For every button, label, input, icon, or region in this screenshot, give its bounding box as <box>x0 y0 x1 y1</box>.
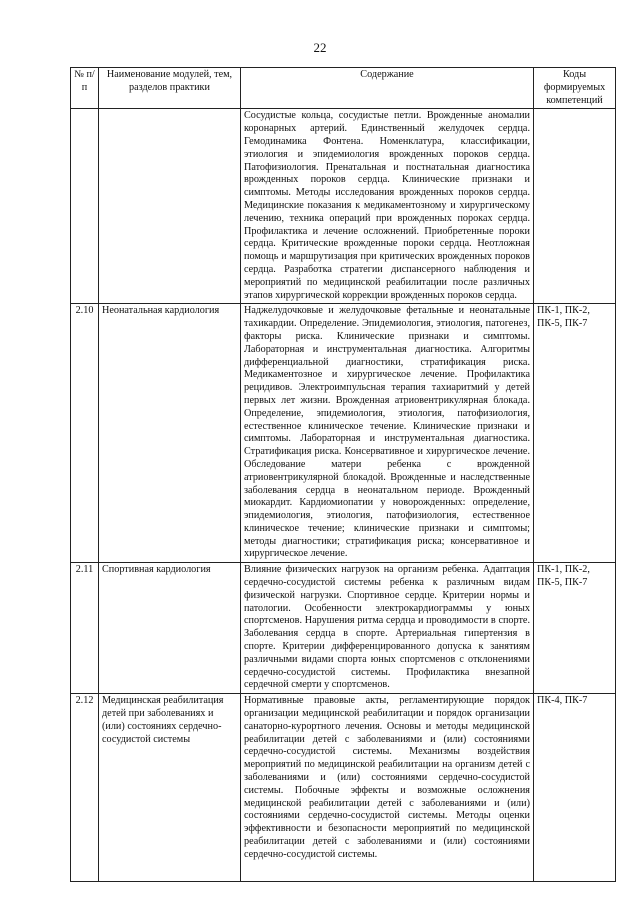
row-number <box>71 109 99 304</box>
row-module-name: Спортивная кардиология <box>99 563 241 694</box>
row-content: Сосудистые кольца, сосудистые петли. Врожденные аномалии коронарных артерий. Единственный желудочек сердца. Гемодинамика Фонтена. Номенклатура, классификации, этиология и эпидемиология врожденных пороков сердца. Патофизиология. Пренатальная и постнатальная диагностика врожденных пороков сердца. Клинические признаки и симптомы. Методы исследования врожденных пороков сердца. Медицинские показания к медикаментозному и хирургическому лечению, техника операций при врожденных пороках сердца. Профилактика и лечение осложнений. Приобретенные пороки сердца. Критические врожденные пороки сердца. Неотложная помощь и маршрутизация при критических врожденных пороков сердца. Разработка стратегии диспансерного наблюдения и мероприятий по медицинской реабилитации после различных этапов хирургической коррекции врожденных пороков сердца. <box>241 109 534 304</box>
table-header-row <box>71 68 616 109</box>
row-competency-codes: ПК-4, ПК-7 <box>534 694 616 882</box>
row-number: 2.11 <box>71 563 99 694</box>
row-competency-codes <box>534 109 616 304</box>
header-content: Содержание <box>241 68 534 109</box>
row-content: Влияние физических нагрузок на организм ребенка. Адаптация сердечно-сосудистой системы ребенка к различным видам физической нагрузки. Спортивное сердце. Критерии нормы и патологии. Особенности электрокардиограммы у юных спортсменов. Нарушения ритма сердца и проводимости в спорте. Заболевания сердца в спорте. Артериальная гипертензия в спорте. Критерии дифференцированного допуска к занятиям различными видами спорта юных спортсменов с отклонениями сердечно-сосудистой системы. Профилактика внезапной сердечной смерти у спортсменов. <box>241 563 534 694</box>
row-number: 2.12 <box>71 694 99 882</box>
table-row <box>71 563 616 694</box>
row-module-name: Неонатальная кардиология <box>99 304 241 563</box>
header-module-name: Наименование модулей, тем, разделов практики <box>99 68 241 109</box>
page-number: 22 <box>313 40 327 55</box>
row-competency-codes: ПК-1, ПК-2, ПК-5, ПК-7 <box>534 304 616 563</box>
header-number: № п/п <box>71 68 99 109</box>
header-competency-codes: Коды формируемых компетенций <box>534 68 616 109</box>
row-content: Нормативные правовые акты, регламентирующие порядок организации медицинской реабилитации и порядок организации санаторно-курортного лечения. Основы и методы медицинской реабилитации детей с заболеваниями и (или) состояниями сердечно-сосудистой системы. Механизмы воздействия мероприятий по медицинской реабилитации на организм детей с заболеваниями и (или) состояниями сердечно-сосудистой системы. Побочные эффекты и возможные осложнения медицинской реабилитации детей с заболеваниями и (или) состояниями сердечно-сосудистой системы. Методы оценки эффективности и безопасности мероприятий по медицинской реабилитации детей с заболеваниями и (или) состояниями сердечно-сосудистой системы. <box>241 694 534 882</box>
row-content: Наджелудочковые и желудочковые фетальные и неонатальные тахикардии. Определение. Эпидемиология, этиология, патогенез, факторы риска. Клинические признаки и симптомы. Лабораторная и инструментальная диагностика. Алгоритмы дифференциальной диагностики, стратификация риска. Медикаментозное и хирургическое лечение. Профилактика рецидивов. Электроимпульсная терапия тахиаритмий у детей первых лет жизни. Врожденная атриовентрикулярная блокада. Определение, эпидемиология, этиология, патофизиология, естественное клиническое течение. Клинические признаки и симптомы. Лабораторная и инструментальная диагностика. Стратификация риска. Консервативное и хирургическое лечение. Обследование матери ребенка с врожденной атриовентрикулярной блокадой. Врожденные и наследственные заболевания сердца в неонатальном периоде. Врожденный миокардит. Кардиомиопатии у новорожденных: определение, эпидемиология, этиология, патофизиология, естественное клиническое течение; клинические признаки и симптомы; методы диагностики; стратификация риска; консервативное и хирургическое лечение. <box>241 304 534 563</box>
table-row <box>71 694 616 882</box>
row-competency-codes: ПК-1, ПК-2, ПК-5, ПК-7 <box>534 563 616 694</box>
curriculum-table <box>70 67 616 882</box>
row-module-name <box>99 109 241 304</box>
row-number: 2.10 <box>71 304 99 563</box>
row-module-name: Медицинская реабилитация детей при заболеваниях и (или) состояниях сердечно-сосудистой системы <box>99 694 241 882</box>
table-row <box>71 304 616 563</box>
table-row <box>71 109 616 304</box>
